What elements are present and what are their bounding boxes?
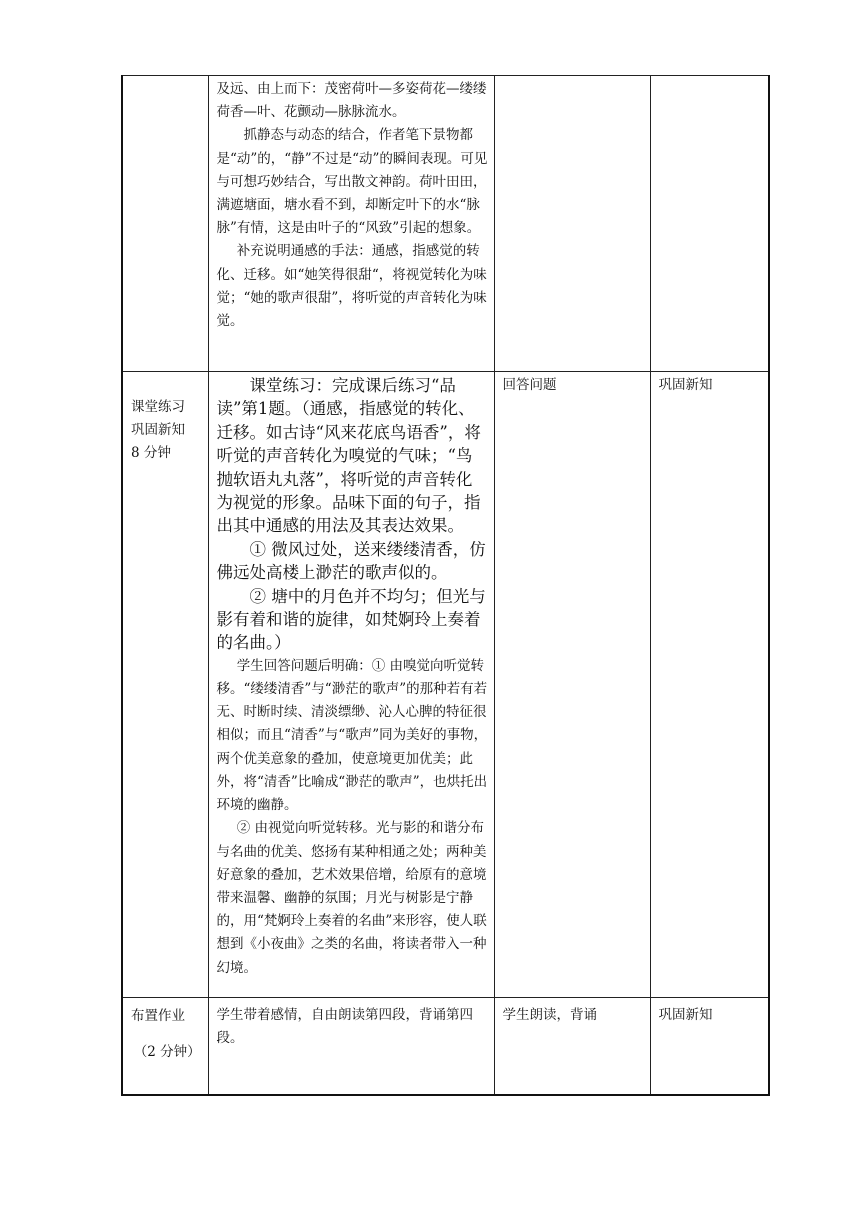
paragraph: ② 由视觉向听觉转移。光与影的和谐分布与名曲的优美、悠扬有某种相通之处；两种美好意象的叠加，艺术效果倍增，给原有的意境带来温馨、幽静的氛围；月光与树影是宁静的，用“梵婀玲上奏着的名曲”来形容，使人联想到《小夜曲》之类的名曲，将读者带入一种幻境。 [216,820,487,976]
paragraph: 及远、由上而下：茂密荷叶—多姿荷花—缕缕荷香—叶、花颤动—脉脉流水。 [216,81,487,121]
student-activity: 回答问题 [502,377,557,393]
stage-cell [122,76,208,372]
paragraph: 抓静态与动态的结合，作者笔下景物都是“动”的，“静”不过是“动”的瞬间表现。可见与可想巧妙结合，写出散文神韵。荷叶田田，满遮塘面，塘水看不到，却断定叶下的水“脉脉”有情，这是由叶子的“风致”引起的想象。 [216,127,488,237]
stage-label: 巩固新知 [131,422,185,438]
paragraph: 学生带着感情，自由朗读第四段，背诵第四段。 [216,1007,473,1047]
table-row [122,76,769,372]
stage-label: 课堂练习 [131,399,185,415]
stage-cell [122,998,208,1095]
paragraph: 补充说明通感的手法：通感，指感觉的转化、迁移。如“她笑得很甜“，将视觉转化为味觉；“她的歌声很甜”，将听觉的声音转化为味觉。 [216,243,487,330]
design-purpose-cell [650,998,769,1095]
lesson-plan-table [121,75,770,1096]
student-activity-cell [494,998,650,1095]
stage-duration: （2 分钟） [133,1044,201,1060]
stage-cell [122,372,208,998]
content-cell [208,76,494,372]
student-activity-cell [494,76,650,372]
design-purpose: 巩固新知 [658,377,713,393]
table-row [122,998,769,1095]
content-cell [208,998,494,1095]
exercise-paragraph: 课堂练习：完成课后练习“品读”第1题。（通感，指感觉的转化、迁移。如古诗“风来花底鸟语香”，将听觉的声音转化为嗅觉的气味；“鸟抛软语丸丸落”，将听觉的声音转化为视觉的形象。品味下面的句子，指出其中通感的用法及其表达效果。 [216,376,481,536]
paragraph: 学生回答问题后明确：① 由嗅觉向听觉转移。“缕缕清香”与“渺茫的歌声”的那种若有若无、时断时续、清淡缥缈、沁人心脾的特征很相似；而且“清香”与“歌声”同为美好的事物，两个优美意象的叠加，使意境更加优美；此外，将“清香”比喻成“渺茫的歌声”，也烘托出环境的幽静。 [216,657,488,814]
stage-duration: 8 分钟 [131,445,171,461]
design-purpose: 巩固新知 [658,1007,713,1023]
table-row [122,372,769,998]
exercise-sentence: ① 微风过处，送来缕缕清香，仿佛远处高楼上渺茫的歌声似的。 [216,539,486,583]
design-purpose-cell [650,76,769,372]
stage-label: 布置作业 [131,1008,185,1024]
student-activity-cell [494,372,650,998]
content-cell [208,372,494,998]
exercise-sentence: ② 塘中的月色并不均匀；但光与影有着和谐的旋律，如梵婀玲上奏着的名曲。） [216,586,486,653]
design-purpose-cell [650,372,769,998]
student-activity: 学生朗读，背诵 [502,1007,597,1023]
